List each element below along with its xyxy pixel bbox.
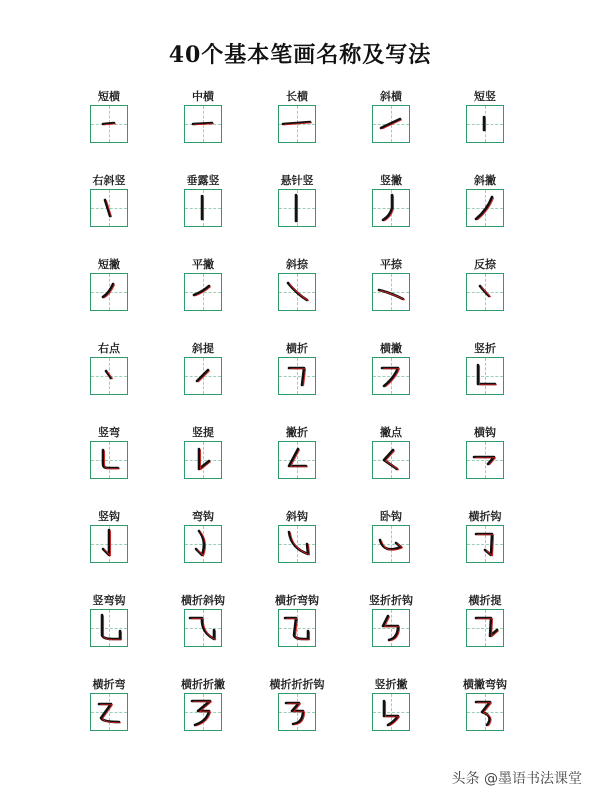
- practice-box: [372, 525, 410, 563]
- stroke-card: [345, 88, 437, 168]
- stroke-card: [345, 424, 437, 504]
- practice-box: [278, 189, 316, 227]
- stroke-card: [439, 256, 531, 336]
- stroke-name: 横折弯钩: [275, 594, 319, 607]
- practice-box: [278, 441, 316, 479]
- stroke-glyph-icon: [185, 442, 220, 477]
- stroke-card: [157, 508, 249, 588]
- stroke-glyph-icon: [185, 526, 220, 561]
- watermark: 头条 @墨语书法课堂: [451, 771, 582, 787]
- stroke-name: 斜横: [380, 90, 402, 103]
- stroke-glyph-icon: [279, 274, 314, 309]
- stroke-card: [63, 256, 155, 336]
- practice-box: [278, 693, 316, 731]
- stroke-card: [63, 88, 155, 168]
- stroke-card: [251, 172, 343, 252]
- practice-box: [90, 609, 128, 647]
- stroke-glyph-icon: [279, 190, 314, 225]
- stroke-card: [63, 508, 155, 588]
- stroke-glyph-icon: [467, 610, 502, 645]
- stroke-card: [157, 592, 249, 672]
- practice-box: [466, 105, 504, 143]
- brush-stroke: [194, 286, 209, 295]
- stroke-card: [439, 88, 531, 168]
- stroke-name: 横折钩: [468, 510, 502, 523]
- stroke-glyph-icon: [279, 358, 314, 393]
- practice-box: [184, 441, 222, 479]
- stroke-glyph-icon: [467, 694, 502, 729]
- stroke-glyph-icon: [185, 190, 220, 225]
- stroke-card: [157, 172, 249, 252]
- stroke-name: 横钩: [474, 426, 496, 439]
- stroke-glyph-icon: [91, 358, 126, 393]
- stroke-glyph-icon: [185, 694, 220, 729]
- brush-stroke: [192, 701, 210, 725]
- stroke-name: 竖弯钩: [92, 594, 126, 607]
- stroke-glyph-icon: [185, 274, 220, 309]
- stroke-card: [157, 340, 249, 420]
- brush-stroke: [381, 119, 400, 128]
- practice-box: [278, 105, 316, 143]
- stroke-glyph-icon: [467, 274, 502, 309]
- stroke-glyph-icon: [373, 526, 408, 561]
- practice-box: [90, 105, 128, 143]
- stroke-glyph-icon: [373, 274, 408, 309]
- direction-arrow: [105, 451, 120, 469]
- stroke-glyph-icon: [91, 526, 126, 561]
- stroke-card: [345, 256, 437, 336]
- stroke-name: 斜撇: [474, 174, 496, 187]
- stroke-card: [157, 88, 249, 168]
- practice-box: [90, 693, 128, 731]
- stroke-name: 横折: [286, 342, 308, 355]
- page-title: 40个基本笔画名称及写法: [168, 42, 432, 68]
- practice-box: [278, 525, 316, 563]
- stroke-name: 弯钩: [192, 510, 214, 523]
- practice-box: [466, 189, 504, 227]
- practice-box: [372, 441, 410, 479]
- brush-stroke: [103, 450, 118, 468]
- brush-stroke: [480, 286, 489, 296]
- practice-box: [184, 357, 222, 395]
- stroke-glyph-icon: [185, 610, 220, 645]
- brush-stroke: [289, 449, 306, 466]
- stroke-card: [251, 592, 343, 672]
- stroke-card: [439, 340, 531, 420]
- brush-stroke: [384, 450, 397, 469]
- stroke-glyph-icon: [279, 526, 314, 561]
- stroke-name: 斜钩: [286, 510, 308, 523]
- stroke-glyph-icon: [279, 106, 314, 141]
- brush-stroke: [102, 615, 120, 639]
- practice-box: [184, 273, 222, 311]
- stroke-name: 横折折折钩: [269, 678, 325, 691]
- stroke-card: [439, 424, 531, 504]
- stroke-glyph-icon: [91, 106, 126, 141]
- stroke-card: [251, 256, 343, 336]
- stroke-card: [439, 592, 531, 672]
- practice-box: [372, 693, 410, 731]
- practice-box: [90, 273, 128, 311]
- brush-stroke: [476, 618, 497, 636]
- direction-arrow: [383, 120, 402, 129]
- stroke-card: [251, 676, 343, 756]
- stroke-glyph-icon: [91, 190, 126, 225]
- practice-box: [184, 609, 222, 647]
- stroke-glyph-icon: [467, 106, 502, 141]
- stroke-glyph-icon: [467, 190, 502, 225]
- practice-box: [372, 609, 410, 647]
- stroke-grid: [63, 88, 543, 758]
- stroke-name: 横撇弯钩: [463, 678, 507, 691]
- practice-box: [90, 441, 128, 479]
- practice-box: [278, 609, 316, 647]
- stroke-glyph-icon: [467, 526, 502, 561]
- practice-box: [372, 189, 410, 227]
- practice-box: [466, 441, 504, 479]
- brush-stroke: [478, 365, 495, 384]
- brush-stroke: [383, 616, 398, 640]
- stroke-name: 竖折折钩: [369, 594, 413, 607]
- stroke-glyph-icon: [279, 694, 314, 729]
- stroke-name: 竖撇: [380, 174, 402, 187]
- stroke-card: [63, 676, 155, 756]
- brush-stroke: [383, 195, 392, 220]
- stroke-card: [439, 508, 531, 588]
- practice-box: [372, 273, 410, 311]
- stroke-name: 长横: [286, 90, 308, 103]
- stroke-glyph-icon: [185, 358, 220, 393]
- practice-box: [184, 189, 222, 227]
- stroke-card: [63, 592, 155, 672]
- stroke-glyph-icon: [373, 694, 408, 729]
- stroke-card: [251, 424, 343, 504]
- stroke-glyph-icon: [279, 610, 314, 645]
- stroke-name: 竖折: [474, 342, 496, 355]
- brush-stroke: [289, 368, 304, 385]
- brush-stroke: [99, 704, 119, 722]
- practice-box: [372, 105, 410, 143]
- practice-box: [90, 525, 128, 563]
- stroke-name: 斜提: [192, 342, 214, 355]
- stroke-glyph-icon: [373, 358, 408, 393]
- stroke-glyph-icon: [373, 442, 408, 477]
- practice-box: [466, 693, 504, 731]
- stroke-glyph-icon: [467, 358, 502, 393]
- stroke-name: 撇折: [286, 426, 308, 439]
- stroke-name: 竖钩: [98, 510, 120, 523]
- stroke-card: [157, 424, 249, 504]
- stroke-name: 横折弯: [92, 678, 126, 691]
- stroke-name: 平撇: [192, 258, 214, 271]
- stroke-name: 右斜竖: [92, 174, 126, 187]
- brush-stroke: [476, 702, 490, 725]
- stroke-glyph-icon: [185, 106, 220, 141]
- practice-box: [184, 693, 222, 731]
- stroke-card: [157, 676, 249, 756]
- stroke-name: 横折折撇: [181, 678, 225, 691]
- stroke-card: [345, 340, 437, 420]
- stroke-card: [345, 508, 437, 588]
- stroke-glyph-icon: [91, 694, 126, 729]
- practice-box: [90, 357, 128, 395]
- stroke-glyph-icon: [373, 106, 408, 141]
- stroke-name: 撇点: [380, 426, 402, 439]
- stroke-glyph-icon: [373, 190, 408, 225]
- practice-box: [466, 609, 504, 647]
- stroke-card: [251, 508, 343, 588]
- brush-stroke: [286, 703, 303, 724]
- stroke-name: 竖折撇: [374, 678, 408, 691]
- stroke-name: 短横: [98, 90, 120, 103]
- practice-box: [184, 105, 222, 143]
- stroke-glyph-icon: [91, 442, 126, 477]
- practice-box: [466, 357, 504, 395]
- stroke-name: 横折斜钩: [181, 594, 225, 607]
- stroke-card: [157, 256, 249, 336]
- brush-stroke: [476, 534, 492, 555]
- brush-stroke: [106, 371, 111, 378]
- stroke-glyph-icon: [467, 442, 502, 477]
- practice-box: [90, 189, 128, 227]
- stroke-glyph-icon: [91, 610, 126, 645]
- brush-stroke: [197, 370, 208, 381]
- practice-box: [184, 525, 222, 563]
- direction-arrow: [478, 619, 499, 637]
- stroke-card: [439, 676, 531, 756]
- stroke-name: 横撇: [380, 342, 402, 355]
- stroke-name: 中横: [192, 90, 214, 103]
- direction-arrow: [287, 619, 310, 640]
- stroke-card: [345, 592, 437, 672]
- brush-stroke: [289, 532, 308, 554]
- practice-box: [278, 357, 316, 395]
- practice-box: [278, 273, 316, 311]
- stroke-card: [345, 172, 437, 252]
- stroke-name: 平捺: [380, 258, 402, 271]
- stroke-card: [251, 88, 343, 168]
- stroke-card: [63, 340, 155, 420]
- stroke-name: 右点: [98, 342, 120, 355]
- stroke-card: [345, 676, 437, 756]
- stroke-card: [439, 172, 531, 252]
- stroke-name: 横折提: [468, 594, 502, 607]
- stroke-name: 竖弯: [98, 426, 120, 439]
- practice-box: [372, 357, 410, 395]
- stroke-name: 竖提: [192, 426, 214, 439]
- stroke-name: 卧钩: [380, 510, 402, 523]
- direction-arrow: [482, 287, 491, 297]
- direction-arrow: [480, 366, 497, 385]
- stroke-name: 反捺: [474, 258, 496, 271]
- brush-stroke: [476, 197, 492, 219]
- practice-box: [466, 525, 504, 563]
- stroke-card: [63, 172, 155, 252]
- stroke-name: 斜捺: [286, 258, 308, 271]
- practice-box: [466, 273, 504, 311]
- stroke-name: 垂露竖: [186, 174, 220, 187]
- stroke-glyph-icon: [91, 274, 126, 309]
- stroke-glyph-icon: [373, 610, 408, 645]
- stroke-name: 短竖: [474, 90, 496, 103]
- stroke-card: [251, 340, 343, 420]
- stroke-name: 悬针竖: [280, 174, 314, 187]
- stroke-glyph-icon: [279, 442, 314, 477]
- stroke-name: 短撇: [98, 258, 120, 271]
- stroke-card: [63, 424, 155, 504]
